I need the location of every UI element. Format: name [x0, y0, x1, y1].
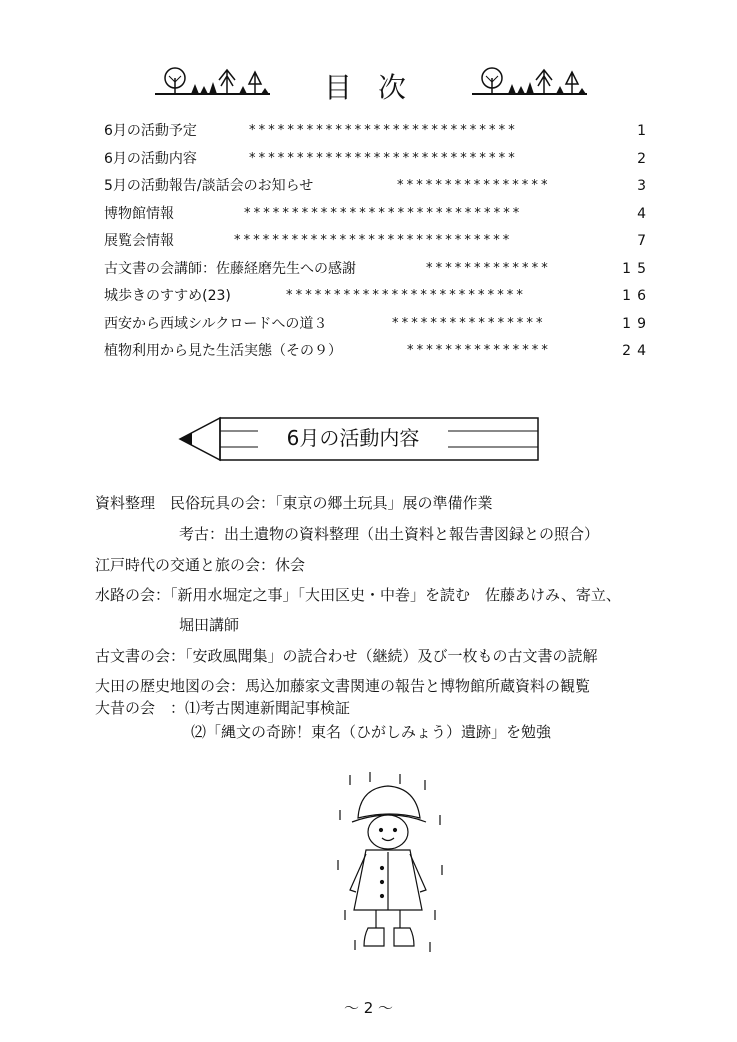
toc-entry-title: 6月の活動内容	[104, 150, 197, 167]
toc-row	[104, 340, 664, 368]
toc-leader: *************	[426, 260, 551, 276]
toc-leader: ****************	[392, 315, 546, 331]
toc-leader: *****************************	[244, 205, 523, 221]
toc-entry-title: 博物館情報	[104, 205, 174, 222]
toc-page-number: 4	[637, 205, 652, 222]
activity-line: 大昔の会 ：⑴考古関連新聞記事検証	[95, 699, 351, 717]
toc-leader: *************************	[286, 288, 526, 303]
table-of-contents	[104, 120, 664, 368]
toc-entry-title: 6月の活動予定	[104, 123, 197, 139]
activity-line: 江戸時代の交通と旅の会：休会	[95, 556, 306, 574]
toc-page-number: 3	[637, 178, 652, 194]
activity-line: 水路の会：「新用水堀定之事」「大田区史・中巻」を読む 佐藤あけみ、寄立、	[95, 586, 621, 604]
activity-line: 大田の歴史地図の会：馬込加藤家文書関連の報告と博物館所蔵資料の観覧	[95, 677, 591, 695]
toc-row	[104, 120, 664, 148]
toc-entry-title: 城歩きのすすめ(23)	[104, 288, 231, 304]
toc-page-number: 1	[637, 123, 652, 139]
toc-row	[104, 258, 664, 286]
toc-page-number: 24	[622, 343, 652, 359]
toc-page-number: 19	[622, 315, 652, 332]
activity-line: 堀田講師	[179, 616, 240, 634]
toc-leader: ***************	[407, 343, 551, 358]
page-number: ～ 2 ～	[343, 999, 394, 1017]
toc-row	[104, 285, 664, 313]
trees-decoration-left-icon	[155, 64, 270, 98]
toc-row	[104, 313, 664, 341]
toc-row	[104, 175, 664, 203]
toc-leader: ****************************	[249, 123, 518, 138]
toc-leader: ****************************	[249, 150, 518, 166]
section-title: 6月の活動内容	[258, 425, 448, 451]
toc-page-number: 7	[637, 233, 652, 249]
activity-line: 古文書の会：「安政風聞集」の読合わせ（継続）及び一枚もの古文書の読解	[95, 647, 598, 665]
activity-line: ⑵「縄文の奇跡！東名（ひがしみょう）遺跡」を勉強	[191, 723, 552, 741]
toc-page-number: 2	[637, 150, 652, 167]
child-in-rain-illustration-icon	[330, 770, 450, 960]
toc-entry-title: 西安から西域シルクロードへの道３	[104, 315, 328, 332]
toc-entry-title: 植物利用から見た生活実態（その９）	[104, 343, 342, 359]
toc-row	[104, 230, 664, 258]
toc-row	[104, 203, 664, 231]
toc-row	[104, 148, 664, 176]
toc-page-number: 15	[622, 260, 652, 277]
toc-leader: *****************************	[234, 233, 513, 248]
toc-entry-title: 5月の活動報告/談話会のお知らせ	[104, 178, 314, 194]
toc-entry-title: 展覧会情報	[104, 233, 174, 249]
activity-line: 資料整理 民俗玩具の会：「東京の郷土玩具」展の準備作業	[95, 494, 493, 512]
toc-entry-title: 古文書の会講師：佐藤経磨先生への感謝	[104, 260, 356, 277]
toc-page-number: 16	[622, 288, 652, 304]
page-title: 目次	[323, 71, 432, 104]
activity-line: 考古：出土遺物の資料整理（出土資料と報告書図録との照合）	[179, 525, 600, 543]
section-banner	[178, 414, 540, 464]
trees-decoration-right-icon	[472, 64, 587, 98]
title-row	[0, 60, 737, 110]
toc-leader: ****************	[397, 178, 551, 193]
